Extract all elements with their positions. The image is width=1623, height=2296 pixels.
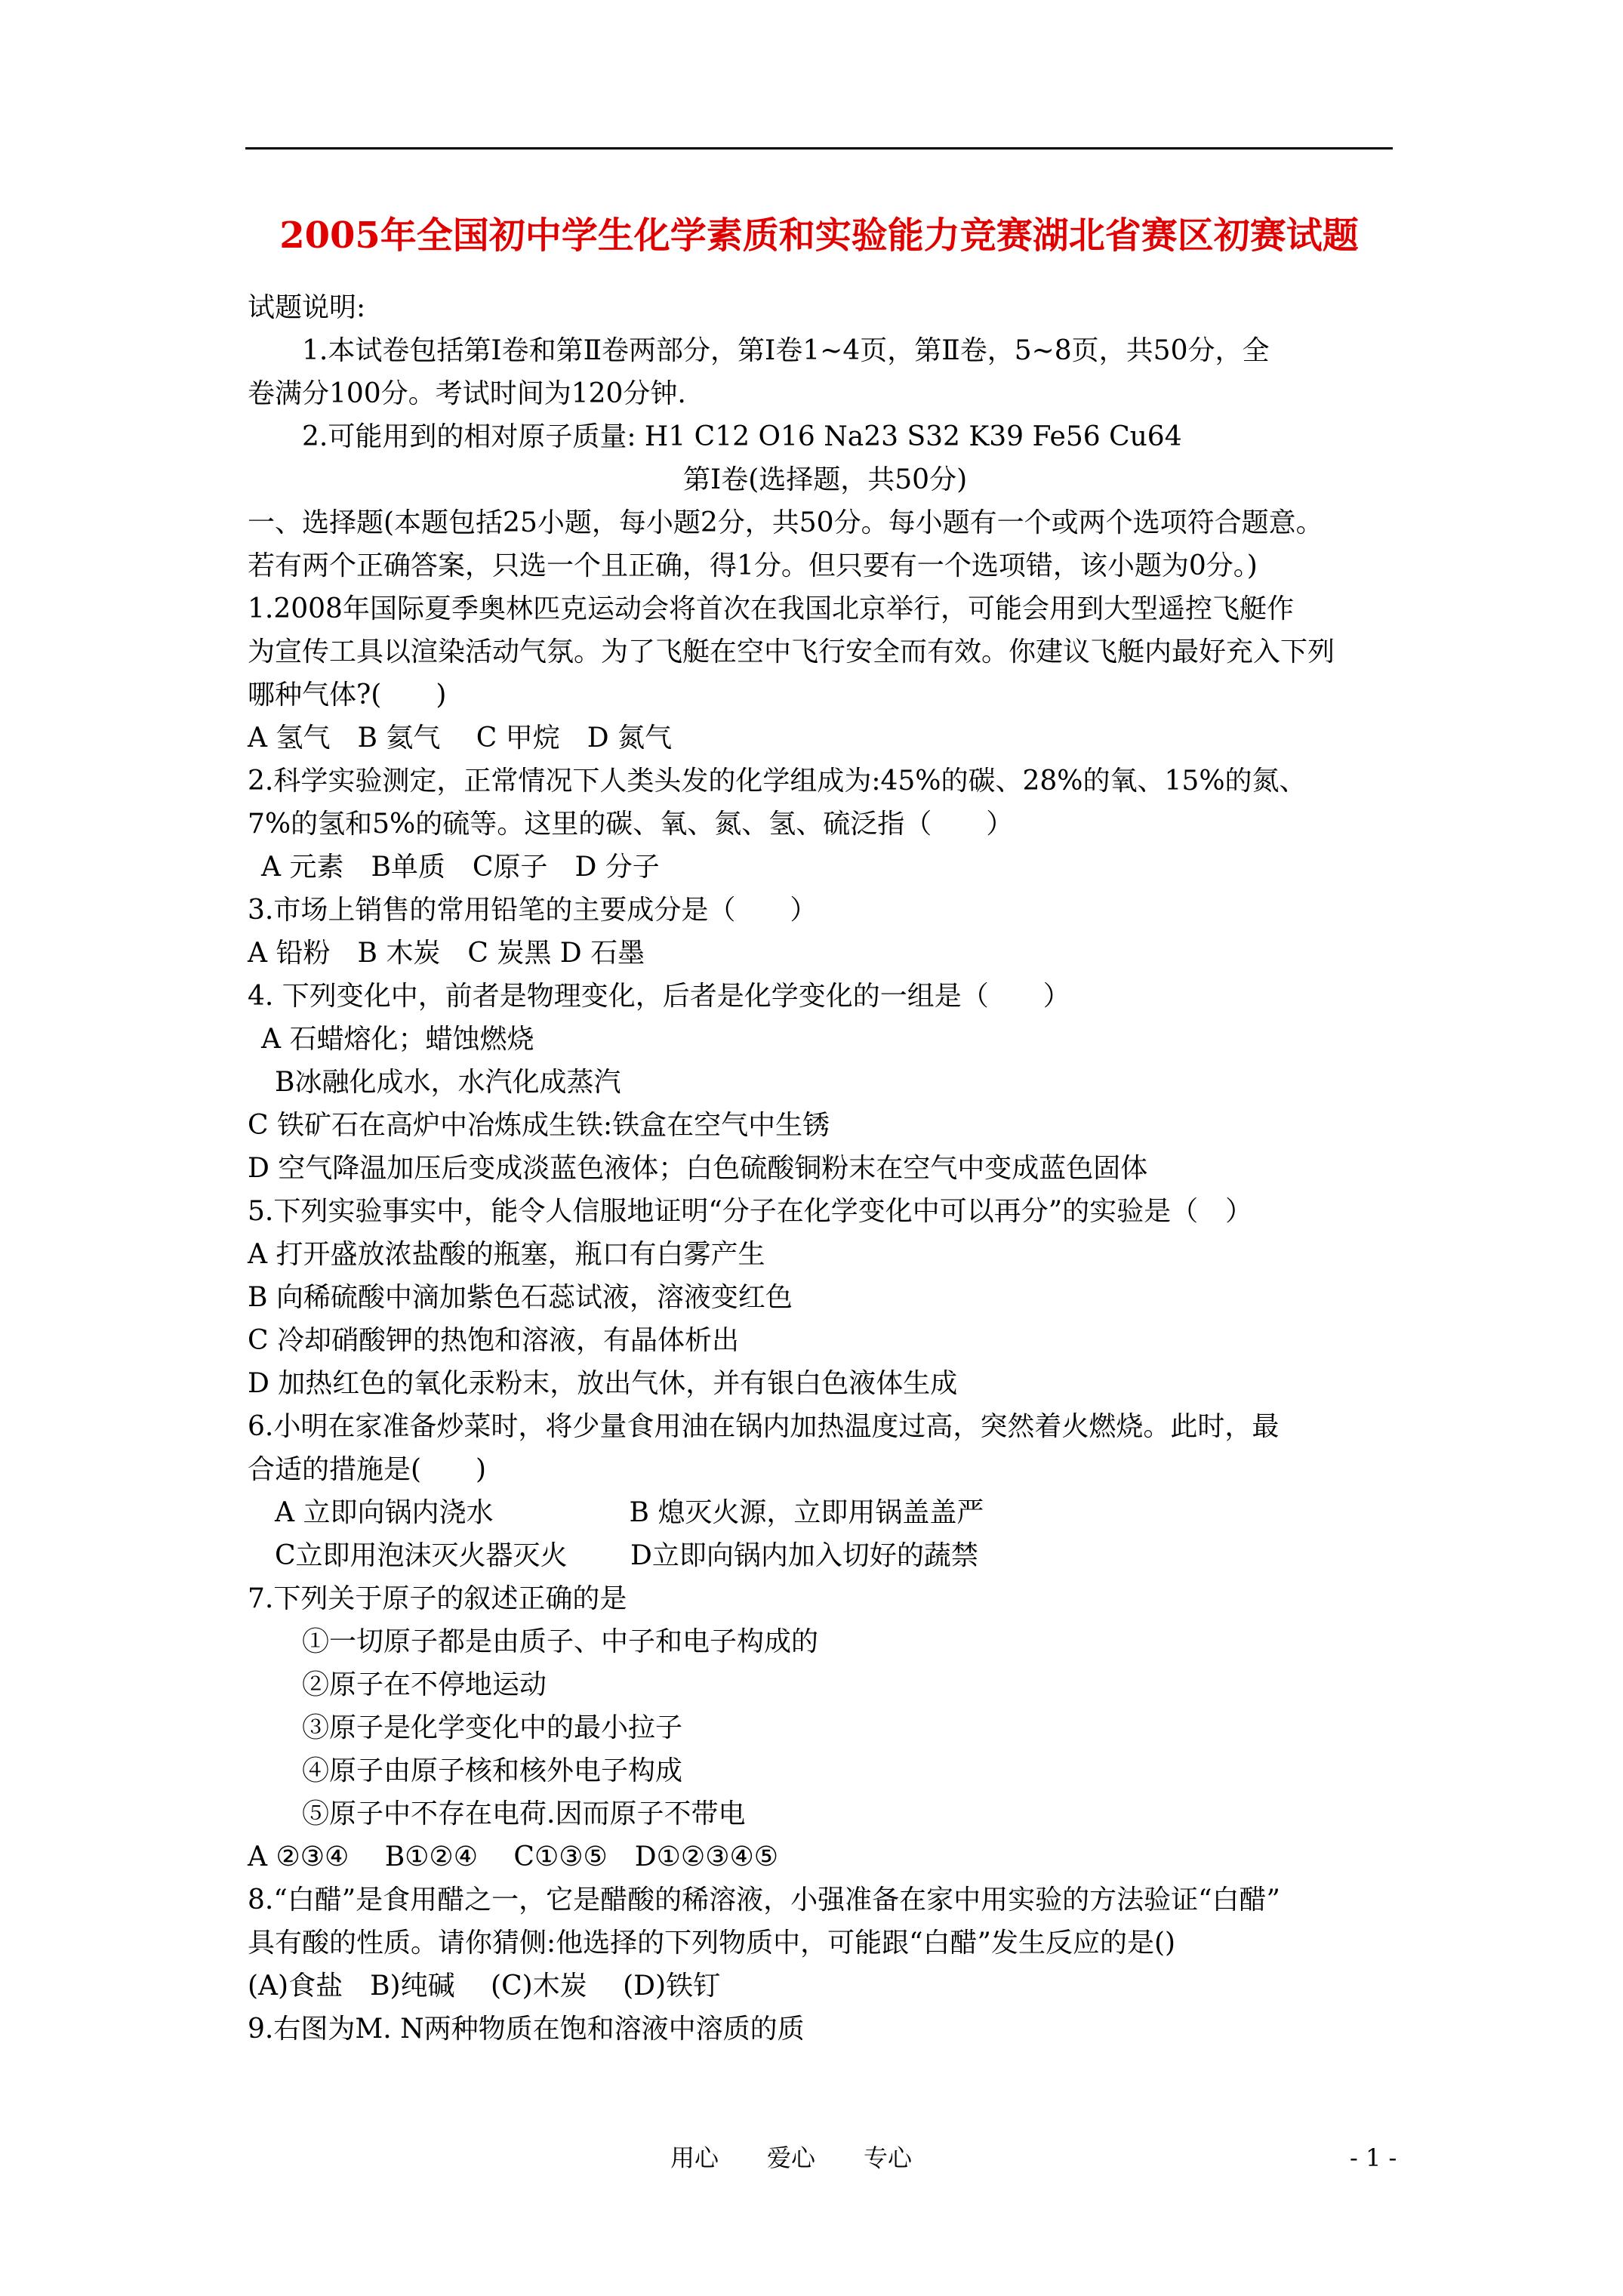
instruction-1-line-2: 卷满分100分。考试时间为120分钟. (248, 378, 686, 409)
page-title: 2005年全国初中学生化学素质和实验能力竞赛湖北省赛区初赛试题 (279, 214, 1359, 257)
question-1-line-2: 为宣传工具以渲染活动气氛。为了飞艇在空中飞行安全而有效。你建议飞艇内最好充入下列 (248, 636, 1335, 667)
page-number: - 1 - (1350, 2143, 1397, 2172)
question-7-statement-5: ⑤原子中不存在电荷.因而原子不带电 (302, 1798, 746, 1829)
question-4-option-b: B冰融化成水，水汽化成蒸汽 (275, 1067, 621, 1098)
question-5-option-b: B 向稀硫酸中滴加紫色石蕊试液，溶液变红色 (248, 1282, 793, 1313)
question-7-statement-4: ④原子由原子核和核外电子构成 (302, 1755, 683, 1786)
question-8-options: (A)食盐 B)纯碱 (C)木炭 (D)铁钉 (248, 1971, 721, 2002)
question-5: 5.下列实验事实中，能令人信服地证明“分子在化学变化中可以再分”的实验是（ ） (248, 1196, 1253, 1227)
question-2-line-1: 2.科学实验测定，正常情况下人类头发的化学组成为:45%的碳、28%的氧、15%的氮、 (248, 766, 1307, 797)
question-2-options: A 元素 B单质 C原子 D 分子 (261, 852, 660, 883)
question-6-options-cd: C立即用泡沫灭火器灭火 D立即向锅内加入切好的蔬禁 (275, 1540, 978, 1571)
section-title: 第Ⅰ卷(选择题，共50分) (683, 464, 968, 495)
footer-motto: 用心 爱心 专心 (670, 2143, 913, 2172)
question-7-statement-2: ②原子在不停地运动 (302, 1669, 547, 1700)
question-1-options: A 氢气 B 氦气 C 甲烷 D 氮气 (248, 723, 673, 754)
question-3: 3.市场上销售的常用铅笔的主要成分是（ ） (248, 895, 818, 926)
question-1-line-1: 1.2008年国际夏季奥林匹克运动会将首次在我国北京举行，可能会用到大型遥控飞艇作 (248, 593, 1294, 624)
question-4-option-a: A 石蜡熔化；蜡蚀燃烧 (261, 1024, 534, 1055)
question-8-line-1: 8.“白醋”是食用醋之一，它是醋酸的稀溶液，小强准备在家中用实验的方法验证“白醋” (248, 1885, 1280, 1915)
question-3-options: A 铅粉 B 木炭 C 炭黑 D 石墨 (248, 938, 645, 969)
instructions-heading: 试题说明: (248, 292, 366, 323)
question-1-line-3: 哪种气体?( ) (248, 680, 447, 710)
question-7-statement-1: ①一切原子都是由质子、中子和电子构成的 (302, 1626, 819, 1657)
question-6-line-1: 6.小明在家准备炒菜时，将少量食用油在锅内加热温度过高，突然着火燃烧。此时，最 (248, 1411, 1280, 1442)
question-7: 7.下列关于原子的叙述正确的是 (248, 1583, 627, 1614)
question-9-line-1: 9.右图为M. N两种物质在饱和溶液中溶质的质 (248, 2014, 805, 2045)
question-2-line-2: 7%的氢和5%的硫等。这里的碳、氧、氮、氢、硫泛指（ ） (248, 809, 1014, 840)
question-6-options-ab: A 立即向锅内浇水 B 熄灭火源，立即用锅盖盖严 (275, 1497, 984, 1528)
question-4-option-c: C 铁矿石在高炉中冶炼成生铁:铁盒在空气中生锈 (248, 1110, 830, 1141)
question-8-line-2: 具有酸的性质。请你猜侧:他选择的下列物质中，可能跟“白醋”发生反应的是() (248, 1928, 1176, 1959)
question-4: 4. 下列变化中，前者是物理变化，后者是化学变化的一组是（ ） (248, 981, 1070, 1012)
section-instruction-line-1: 一、选择题(本题包括25小题，每小题2分，共50分。每小题有一个或两个选项符合题意。 (248, 507, 1323, 538)
instruction-2: 2.可能用到的相对原子质量: H1 C12 O16 Na23 S32 K39 Fe56 Cu64 (302, 421, 1182, 452)
question-6-line-2: 合适的措施是( ) (248, 1454, 487, 1485)
header-rule (245, 147, 1393, 149)
question-5-option-c: C 冷却硝酸钾的热饱和溶液，有晶体析出 (248, 1325, 739, 1356)
question-7-options: A ②③④ B①②④ C①③⑤ D①②③④⑤ (248, 1841, 779, 1872)
question-7-statement-3: ③原子是化学变化中的最小拉子 (302, 1712, 683, 1743)
question-5-option-a: A 打开盛放浓盐酸的瓶塞，瓶口有白雾产生 (248, 1239, 765, 1270)
section-instruction-line-2: 若有两个正确答案，只选一个且正确，得1分。但只要有一个选项错，该小题为0分。) (248, 550, 1258, 581)
question-5-option-d: D 加热红色的氧化汞粉末，放出气休，并有银白色液体生成 (248, 1368, 958, 1399)
question-4-option-d: D 空气降温加压后变成淡蓝色液体；白色硫酸铜粉末在空气中变成蓝色固体 (248, 1153, 1148, 1184)
instruction-1-line-1: 1.本试卷包括第Ⅰ卷和第Ⅱ卷两部分，第Ⅰ卷1~4页，第Ⅱ卷，5~8页，共50分，全 (302, 335, 1270, 366)
